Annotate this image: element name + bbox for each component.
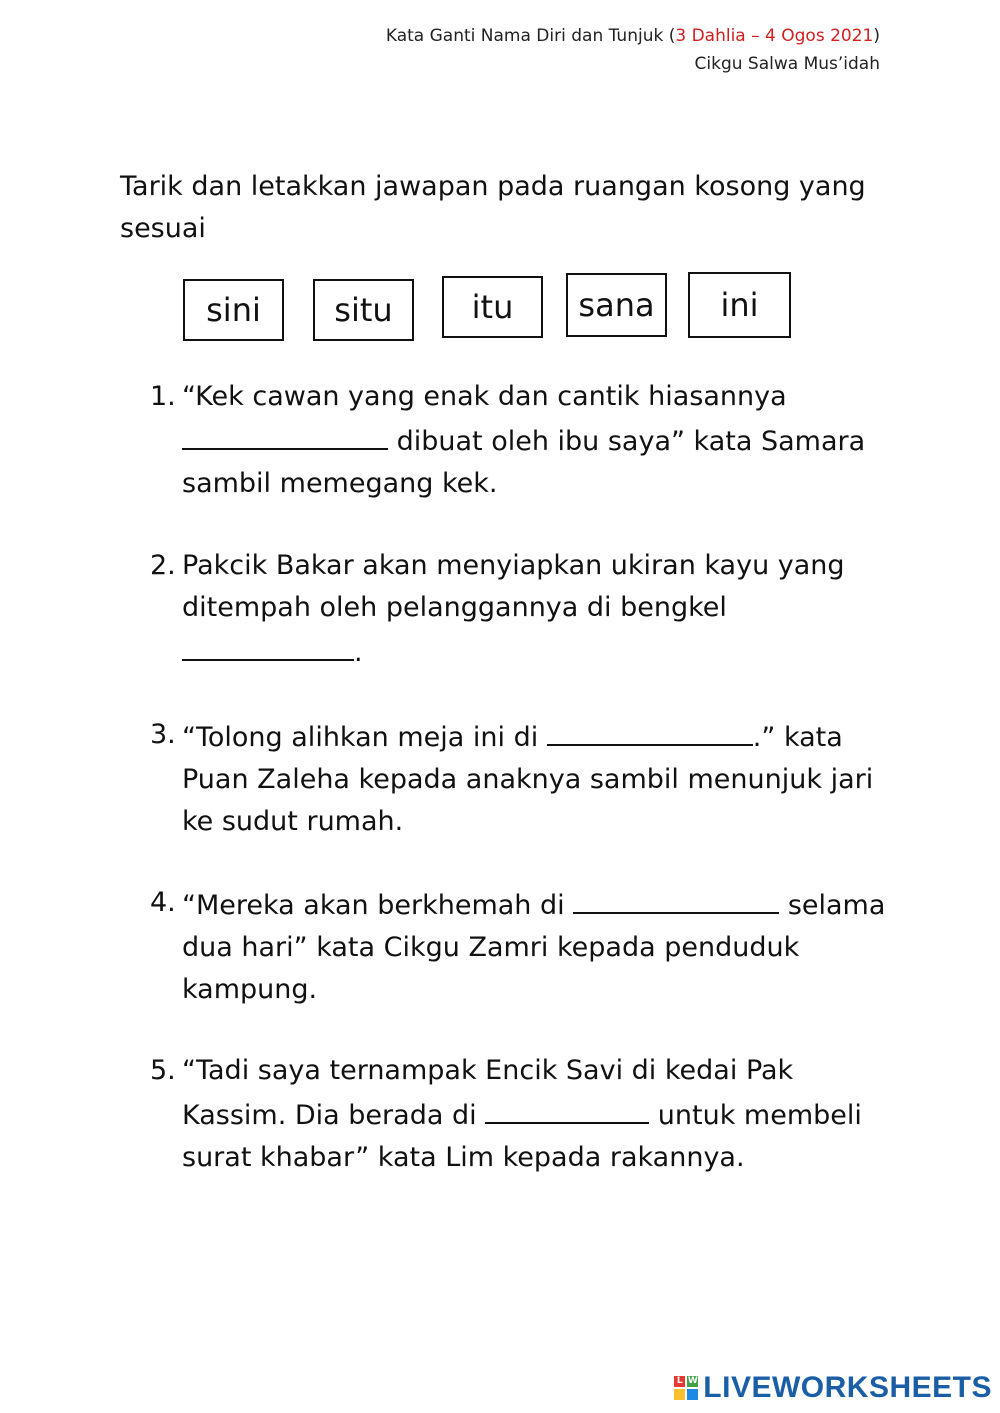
question-3: 3. “Tolong alihkan meja ini di .” kata Puan Zaleha kepada anaknya sambil menunjuk jari ke sudut rumah. — [150, 714, 890, 843]
question-4: 4. “Mereka akan berkhemah di selama dua hari” kata Cikgu Zamri kepada penduduk kampung. — [150, 882, 890, 1011]
liveworksheets-icon: L W — [674, 1376, 698, 1400]
answer-blank-1[interactable] — [182, 418, 388, 450]
question-number: 1. — [150, 381, 176, 412]
word-option-situ[interactable]: situ — [313, 279, 414, 341]
question-number: 3. — [150, 719, 176, 750]
answer-blank-4[interactable] — [573, 882, 779, 914]
question-number: 4. — [150, 887, 176, 918]
question-number: 2. — [150, 550, 176, 581]
worksheet-title: Kata Ganti Nama Diri dan Tunjuk (3 Dahlia – 4 Ogos 2021) — [385, 26, 880, 46]
question-number: 5. — [150, 1055, 176, 1086]
answer-blank-5[interactable] — [485, 1092, 649, 1124]
question-2: 2. Pakcik Bakar akan menyiapkan ukiran kayu yang ditempah oleh pelanggannya di bengkel . — [150, 545, 890, 674]
instruction-text: Tarik dan letakkan jawapan pada ruangan kosong yang sesuai — [120, 171, 866, 244]
class-date: 3 Dahlia – 4 Ogos 2021 — [675, 26, 874, 46]
answer-blank-3[interactable] — [547, 714, 753, 746]
worksheet-header — [386, 22, 880, 78]
answer-blank-2[interactable] — [182, 629, 354, 661]
brand-name: LIVEWORKSHEETS — [703, 1371, 992, 1404]
teacher-name: Cikgu Salwa Mus’idah — [694, 54, 880, 74]
word-option-sana[interactable]: sana — [566, 273, 667, 337]
word-option-sini[interactable]: sini — [183, 279, 284, 341]
word-option-ini[interactable]: ini — [688, 272, 791, 338]
word-option-itu[interactable]: itu — [442, 276, 543, 338]
question-5: 5. “Tadi saya ternampak Encik Savi di kedai Pak Kassim. Dia berada di untuk membeli surat khabar” kata Lim kepada rakannya. — [150, 1050, 890, 1179]
liveworksheets-logo — [674, 1371, 992, 1405]
question-1: 1. “Kek cawan yang enak dan cantik hiasannya dibuat oleh ibu saya” kata Samara sambil memegang kek. — [150, 376, 890, 505]
